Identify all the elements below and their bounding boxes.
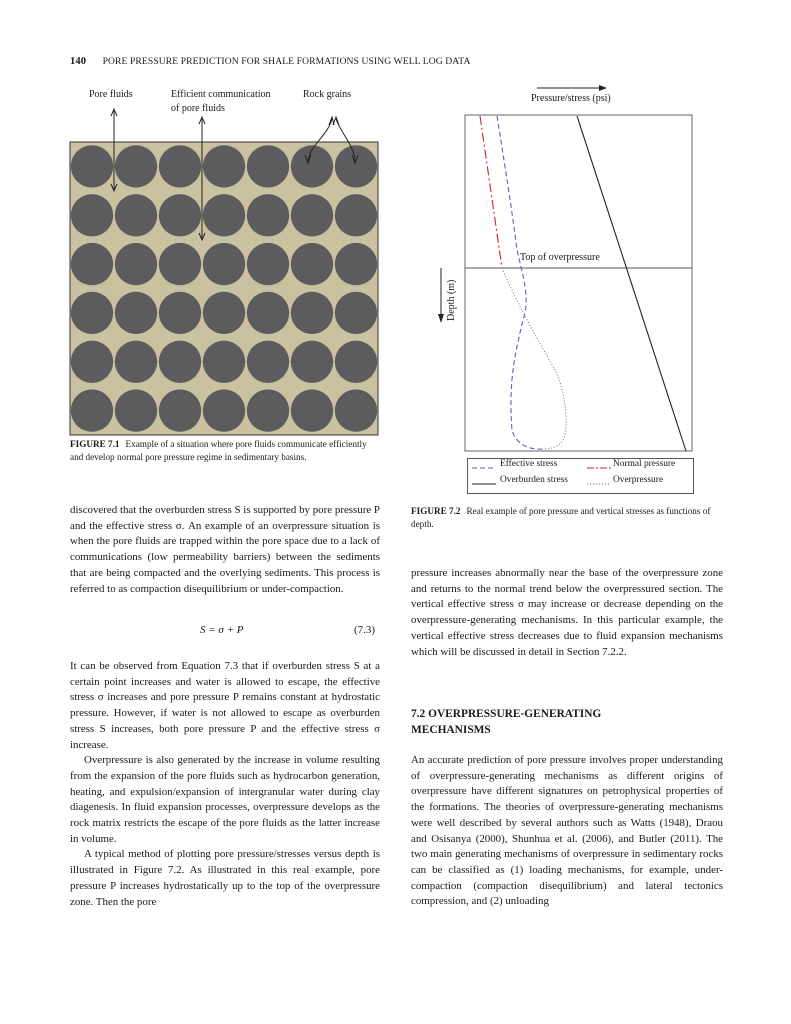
rock-grain [159, 292, 201, 334]
label-rock-grains: Rock grains [303, 89, 352, 100]
rock-grain [159, 145, 201, 187]
figure-7-1-grain-diagram [60, 105, 390, 440]
rock-grain [159, 194, 201, 236]
legend-overpressure: Overpressure [613, 475, 663, 485]
rock-grain [203, 145, 245, 187]
legend-swatch-overburden [472, 480, 498, 488]
left-paragraph-3: Overpressure is also generated by the increase in volume resulting from the expansion of the pore fluids such as hydrocarbon generation, heating, and expulsion/expansion of intergranular water during clay diagenesis. In fluid expansion processes, overpressure develops as the rock matrix restricts the escape of the pore fluids as the latter increase in volume. [70, 754, 380, 845]
rock-grain [115, 243, 157, 285]
rock-grain [335, 389, 377, 431]
legend-swatch-effective [472, 464, 498, 472]
rock-grain [203, 243, 245, 285]
rock-grain [159, 389, 201, 431]
rock-grain [291, 389, 333, 431]
legend-swatch-overpressure [587, 480, 613, 488]
rock-grain [115, 194, 157, 236]
running-header [70, 56, 470, 67]
plot-frame [465, 115, 692, 451]
rock-grain [247, 389, 289, 431]
rock-grain [71, 292, 113, 334]
legend-effective-stress: Effective stress [500, 459, 558, 469]
label-comm-line2: of pore fluids [171, 103, 225, 114]
label-comm-line1: Efficient communication [171, 89, 271, 100]
legend-swatch-normal [587, 464, 613, 472]
left-paragraph-4: A typical method of plotting pore pressure/stresses versus depth is illustrated in Figure 7.2. As illustrated in this real example, pore pressure P increases hydrostatically up to the top of the overpressure zone. Then the pore [70, 848, 380, 908]
rock-grain [291, 292, 333, 334]
rock-grain [203, 194, 245, 236]
label-pore-fluids: Pore fluids [89, 89, 133, 100]
equation-7-3-number: (7.3) [354, 624, 376, 636]
rock-grain [291, 145, 333, 187]
figure-7-1-caption [70, 438, 382, 464]
rock-grain [71, 145, 113, 187]
left-paragraph-1: discovered that the overburden stress S is supported by pore pressure P and the effective stress σ. An example of an overpressure situation is when the pore fluids are trapped within the pore space due to a lack of communications (low permeability barriers) between the sediments that are being compacted and the overlying sediments. This process is referred to as compaction disequilibrium or under-compaction. [70, 504, 380, 595]
fig72-top-of-overpressure: Top of overpressure [520, 252, 600, 263]
rock-grain [115, 389, 157, 431]
fig72-legend [467, 458, 694, 494]
x-direction-arrowhead [599, 85, 607, 91]
rock-grain [335, 145, 377, 187]
rock-grain [71, 243, 113, 285]
legend-normal-pressure: Normal pressure [613, 459, 676, 469]
right-paragraph-2: An accurate prediction of pore pressure involves proper understanding of overpressure-generating mechanisms as different origins of overpressure have different signatures on petrophysical properties of the formations. The theories of overpressure-generating mechanisms were well described by several authors such as Watts (1948), Draou and Osisanya (2000), Shunhua et al. (2006), and Butler (2011). The two main generating mechanisms of overpressure in sedimentary rocks can be classified as (1) loading mechanisms, for example, under-compaction (compaction disequilibrium) and lateral tectonics compression, and (2) unloading [411, 754, 723, 908]
fig72-x-axis-label: Pressure/stress (psi) [531, 93, 611, 104]
rock-grain [159, 341, 201, 383]
rock-grain [335, 243, 377, 285]
rock-grain [335, 341, 377, 383]
rock-grain [291, 194, 333, 236]
right-paragraph-1: pressure increases abnormally near the base of the overpressure zone and returns to the normal trend below the overpressured section. The vertical effective stress σ may increase or decrease depending on the overpressure-generating mechanisms. In this particular example, the vertical effective stress decreases due to fluid expansion mechanisms which will be discussed in detail in Section 7.2.2. [411, 567, 723, 658]
rock-grain [247, 194, 289, 236]
rock-grain [335, 194, 377, 236]
rock-grain [115, 145, 157, 187]
rock-grain [203, 341, 245, 383]
series-effective-stress [497, 116, 543, 449]
series-overpressure [502, 268, 566, 449]
rock-grain [247, 243, 289, 285]
y-direction-arrowhead [438, 314, 444, 323]
rock-grain [247, 292, 289, 334]
rock-grain [203, 292, 245, 334]
figure-7-2-caption [411, 505, 723, 531]
fig72-y-axis-label: Depth (m) [446, 279, 457, 321]
arrowhead-rock-grains-2 [333, 117, 339, 125]
rock-grain [291, 243, 333, 285]
rock-grain [115, 292, 157, 334]
rock-grain [71, 389, 113, 431]
section-heading-line1: 7.2 OVERPRESSURE-GENERATING [411, 708, 602, 720]
figure-7-2-caption-text: Real example of pore pressure and vertical stresses as functions of depth. [411, 506, 711, 529]
right-column-top [411, 566, 723, 660]
left-column-bottom [70, 659, 380, 910]
running-title: PORE PRESSURE PREDICTION FOR SHALE FORMATIONS USING WELL LOG DATA [102, 56, 471, 67]
left-paragraph-2: It can be observed from Equation 7.3 that if overburden stress S at a certain point increases and water is allowed to escape, the effective stress σ increases and pore pressure P remains constant at hydrostatic pressure. However, if water is not allowed to escape as overburden stress S increases, both pore pressure P and the effective stress σ increase. [70, 660, 380, 751]
figure-7-2-plot [420, 80, 710, 460]
right-column-bottom [411, 753, 723, 910]
figure-7-1-caption-text: Example of a situation where pore fluids communicate efficiently and develop normal pore pressure regime in sedimentary basins. [70, 439, 367, 462]
rock-grain [203, 389, 245, 431]
rock-grain [159, 243, 201, 285]
rock-grain [71, 341, 113, 383]
series-normal-pressure [480, 116, 502, 268]
rock-grain [71, 194, 113, 236]
left-column-top [70, 503, 380, 597]
figure-7-1-caption-label: FIGURE 7.1 [70, 439, 120, 449]
page-number: 140 [70, 56, 87, 67]
legend-overburden-stress: Overburden stress [500, 475, 568, 485]
series-overburden-stress [577, 116, 686, 451]
rock-grain [291, 341, 333, 383]
rock-grain [247, 341, 289, 383]
equation-7-3: S = σ + P [200, 624, 244, 636]
rock-grain [335, 292, 377, 334]
figure-7-2-caption-label: FIGURE 7.2 [411, 506, 461, 516]
section-heading-7-2 [411, 706, 601, 738]
section-heading-line2: MECHANISMS [411, 724, 491, 736]
rock-grain [115, 341, 157, 383]
